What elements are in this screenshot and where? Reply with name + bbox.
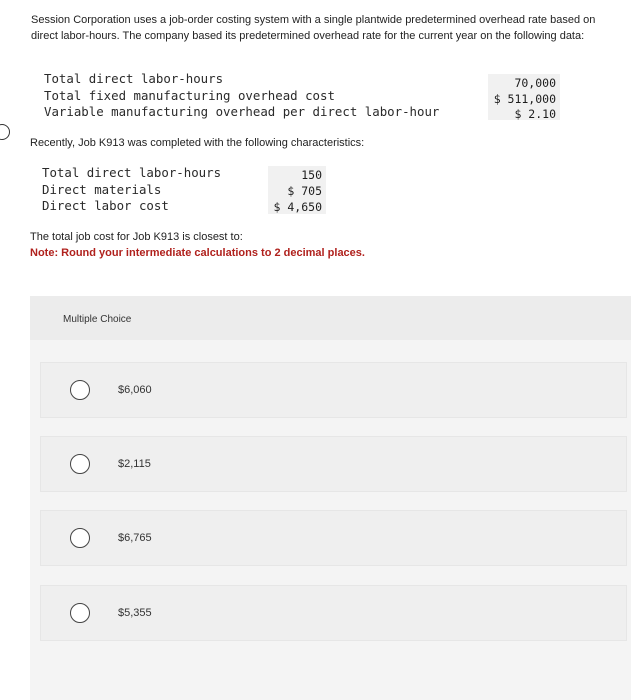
question-number-marker	[0, 124, 10, 140]
radio-button-icon[interactable]	[70, 454, 90, 474]
multiple-choice-label: Multiple Choice	[63, 314, 132, 325]
multiple-choice-header	[30, 296, 631, 340]
data-row-label: Total direct labor-hours	[44, 71, 224, 86]
answer-option-label: $2,115	[118, 458, 151, 470]
job-intro: Recently, Job K913 was completed with the following characteristics:	[30, 137, 365, 149]
data-row-value: 70,000	[514, 76, 556, 90]
job-row-label: Total direct labor-hours	[42, 165, 222, 180]
answer-option-a[interactable]	[40, 362, 627, 418]
answer-option-c[interactable]	[40, 510, 627, 566]
data-row-label: Total fixed manufacturing overhead cost	[44, 88, 335, 103]
data-row-value: $ 511,000	[493, 92, 556, 106]
job-row-label: Direct materials	[42, 182, 162, 197]
question-intro: Session Corporation uses a job-order costing system with a single plantwide predetermined overhead rate based on direct labor-hours. The company based its predetermined overhead rate for the current year on the following data:	[31, 14, 596, 42]
answer-option-label: $5,355	[118, 607, 152, 619]
job-row-value: $ 4,650	[273, 200, 322, 214]
data-row-label: Variable manufacturing overhead per direct labor-hour	[44, 104, 440, 119]
multiple-choice-panel	[30, 296, 631, 700]
answer-option-label: $6,060	[118, 384, 152, 396]
radio-button-icon[interactable]	[70, 603, 90, 623]
radio-button-icon[interactable]	[70, 528, 90, 548]
data-row-value: $ 2.10	[514, 107, 556, 121]
answer-option-d[interactable]	[40, 585, 627, 641]
answer-option-label: $6,765	[118, 532, 152, 544]
rounding-note: Note: Round your intermediate calculations to 2 decimal places.	[30, 247, 365, 259]
radio-button-icon[interactable]	[70, 380, 90, 400]
job-row-label: Direct labor cost	[42, 198, 169, 213]
answer-option-b[interactable]	[40, 436, 627, 492]
job-row-value: 150	[301, 168, 322, 182]
question-prompt: The total job cost for Job K913 is closest to:	[30, 231, 243, 243]
job-row-value: $ 705	[287, 184, 322, 198]
